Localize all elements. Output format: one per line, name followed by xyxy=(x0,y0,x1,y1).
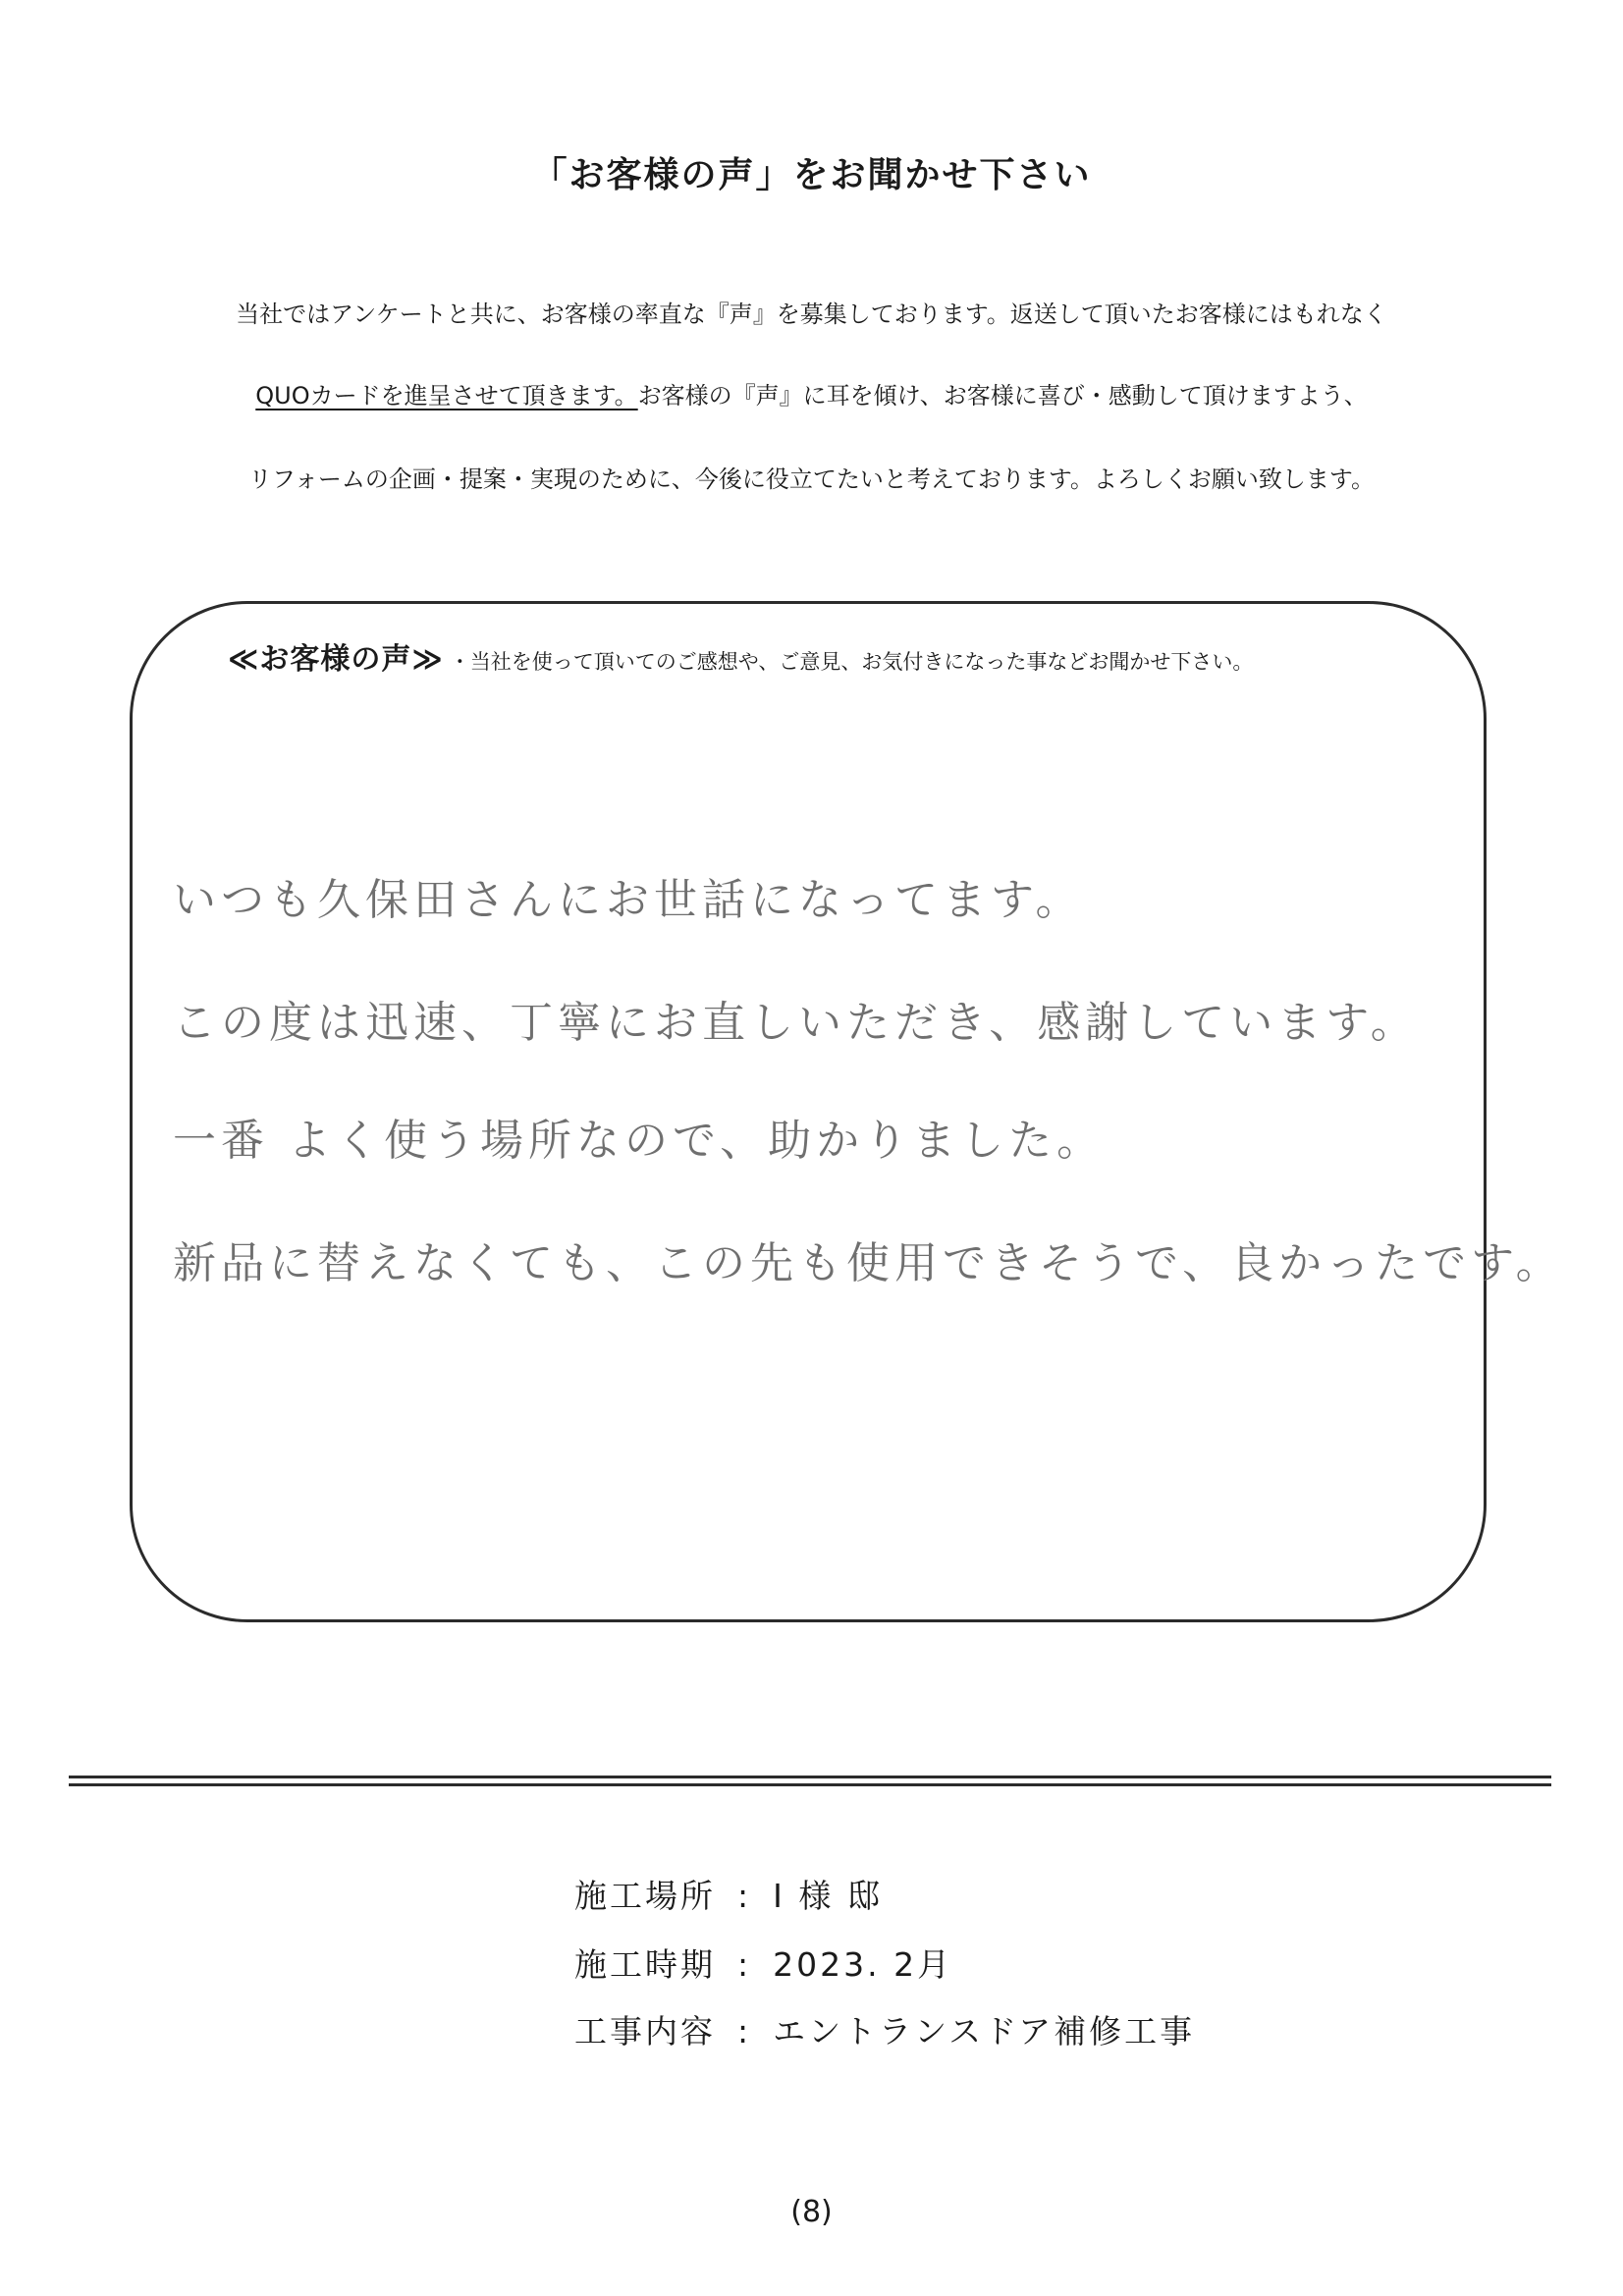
label-separator: : xyxy=(737,2012,752,2050)
voice-heading-instructions: ・当社を使って頂いてのご感想や、ご意見、お気付きになった事などお聞かせ下さい。 xyxy=(449,650,1254,674)
customer-comment-line: いつも久保田さんにお世話になってます。 xyxy=(173,875,1084,925)
page-number: (8) xyxy=(790,2195,833,2229)
quo-card-notice: QUOカードを進呈させて頂きます。 xyxy=(255,382,638,410)
customer-comment-line: この度は迅速、丁寧にお直しいただき、感謝しています。 xyxy=(173,998,1419,1048)
content-label: 工事内容 xyxy=(574,2012,716,2050)
voice-heading-title: ≪お客様の声≫ xyxy=(228,642,444,677)
construction-content-row xyxy=(574,2006,1195,2052)
section-divider-bottom xyxy=(69,1783,1551,1786)
page-title: 「お客様の声」をお聞かせ下さい xyxy=(531,155,1092,195)
customer-comment-line: 一番 よく使う場所なので、助かりました。 xyxy=(173,1116,1106,1166)
section-divider-top xyxy=(69,1776,1551,1778)
period-value: 2023. 2月 xyxy=(773,1945,953,1984)
intro-line-2-rest: お客様の『声』に耳を傾け、お客様に喜び・感動して頂けますよう、 xyxy=(637,382,1368,410)
content-value: エントランスドア補修工事 xyxy=(773,2012,1196,2050)
label-separator: : xyxy=(737,1877,752,1915)
customer-comment-line: 新品に替えなくても、この先も使用できそうで、良かったです。 xyxy=(173,1238,1564,1288)
construction-period-row xyxy=(574,1940,952,1986)
location-value: I 様 邸 xyxy=(773,1877,883,1915)
intro-line-2 xyxy=(0,376,1623,410)
construction-location-row xyxy=(574,1871,883,1917)
voice-box-heading xyxy=(228,634,1253,678)
intro-line-1: 当社ではアンケートと共に、お客様の率直な『声』を募集しております。返送して頂いたお客様にはもれなく xyxy=(236,301,1387,328)
intro-line-3: リフォームの企画・提案・実現のために、今後に役立てたいと考えております。よろしくお願い致します。 xyxy=(248,465,1375,493)
label-separator: : xyxy=(737,1945,752,1984)
period-label: 施工時期 xyxy=(574,1945,716,1984)
location-label: 施工場所 xyxy=(574,1877,716,1915)
